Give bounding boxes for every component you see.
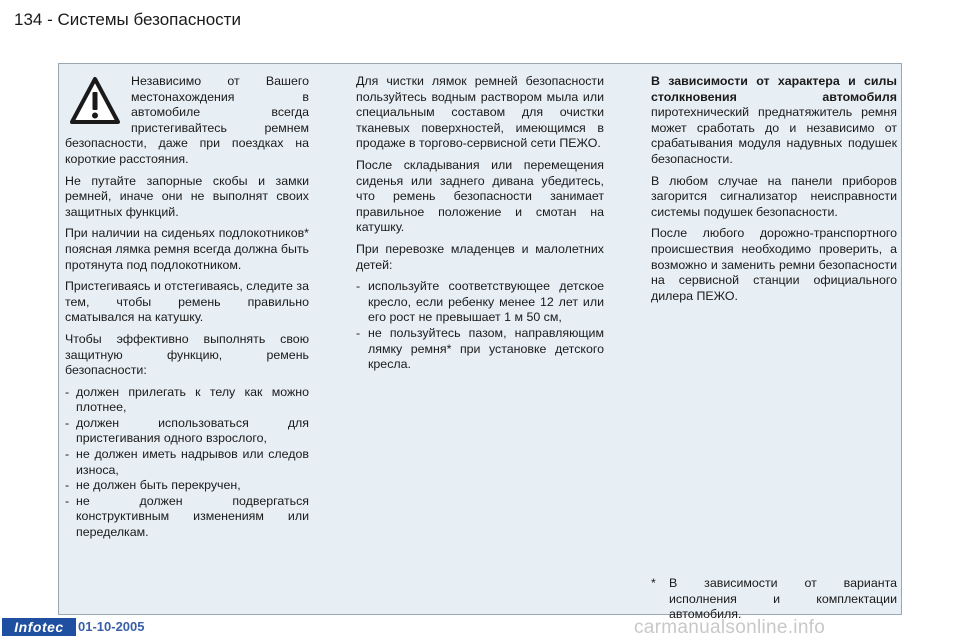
paragraph: После любого дорожно-транспортного происшествия необходимо проверить, а возможно и заменить ремни безопасности на сервисной станции официального дилера ПЕЖО.: [651, 226, 897, 303]
column-1: [65, 74, 309, 547]
child-transport-list: [356, 279, 604, 373]
paragraph: Пристегиваясь и отстегиваясь, следите за тем, чтобы ремень правильно сматывался на катушку.: [65, 279, 309, 325]
section-title: Системы безопасности: [57, 10, 241, 29]
edition-date: 01-10-2005: [78, 619, 145, 634]
list-item: - должен прилегать к телу как можно плотнее,: [65, 385, 309, 416]
column-3: [651, 74, 897, 310]
list-item: - не должен быть перекручен,: [65, 478, 309, 494]
infotec-logo: Infotec: [2, 618, 76, 636]
list-item: - не пользуйтесь пазом, направляющим лямку ремня* при установке детского кресла.: [356, 326, 604, 373]
warning-triangle-icon: [69, 76, 121, 126]
paragraph: При перевозке младенцев и малолетних детей:: [356, 241, 604, 272]
requirements-list: [65, 385, 309, 541]
content-panel: [58, 63, 902, 622]
footnote-mark: *: [651, 576, 656, 590]
paragraph: После складывания или перемещения сиденья или заднего дивана убедитесь, что ремень безопасности занимает правильное положение и смотан на катушку.: [356, 157, 604, 235]
watermark: carmanualsonline.info: [634, 617, 826, 638]
paragraph: Чтобы эффективно выполнять свою защитную функцию, ремень безопасности:: [65, 331, 309, 378]
bold-lead: В зависимости от характера и силы столкновения автомобиля: [651, 74, 897, 104]
paragraph: Для чистки лямок ремней безопасности пользуйтесь водным раствором мыла или специальным составом для очистки тканевых поверхностей, имеющимся в продаже в торгово-сервисной сети ПЕЖО.: [356, 74, 604, 151]
header-separator: -: [47, 10, 53, 29]
list-item: - должен использоваться для пристегивания одного взрослого,: [65, 416, 309, 447]
footnote-text: В зависимости от варианта исполнения и комплектации автомобиля.: [669, 576, 897, 622]
page-number: 134: [14, 10, 43, 29]
paragraph: При наличии на сиденьях подлокотников* поясная лямка ремня всегда должна быть протянута под подлокотником.: [65, 226, 309, 272]
paragraph-rest: пиротехнический преднатяжитель ремня может сработать до и независимо от срабатывания модуля надувных подушек безопасности.: [651, 105, 897, 166]
paragraph: В любом случае на панели приборов загорится сигнализатор неисправности системы подушек безопасности.: [651, 173, 897, 219]
paragraph: Не путайте запорные скобы и замки ремней, иначе они не выполнят своих защитных функций.: [65, 173, 309, 219]
list-item: - не должен иметь надрывов или следов износа,: [65, 447, 309, 478]
warning-paragraph: Независимо от Вашего местонахождения в автомобиле всегда пристегивайтесь ремнем безопасности, даже при поездках на короткие расстояния.: [65, 74, 309, 166]
column-2: [356, 74, 604, 379]
warning-block: [65, 74, 309, 174]
footnote: [651, 576, 897, 623]
page-header: [14, 10, 241, 30]
list-item: - не должен подвергаться конструктивным изменениям или переделкам.: [65, 494, 309, 541]
paragraph: [651, 74, 897, 168]
list-item: - используйте соответствующее детское кресло, если ребенку менее 12 лет или его рост не превышает 1 м 50 см,: [356, 279, 604, 326]
